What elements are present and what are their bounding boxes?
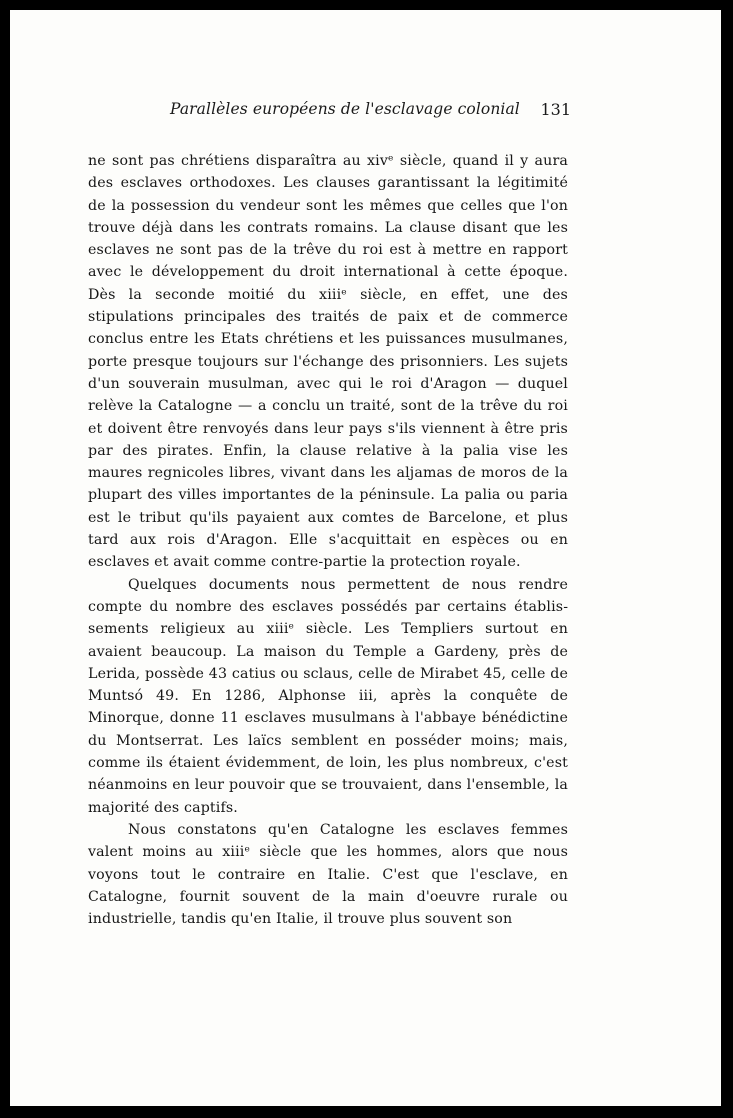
page-number: 131	[540, 100, 571, 119]
paragraph-2: Quelques documents nous permettent de nous rendre compte du nombre des esclaves possédés par certains établissements religieux au xiiiᵉ siècle. Les Templiers surtout en avaient beaucoup. La maison du Temple a Gardeny, près de Lerida, possède 43 catius ou sclaus, celle de Mirabet 45, celle de Muntsó 49. En 1286, Alphonse iii, après la conquête de Minorque, donne 11 esclaves musulmans à l'abbaye bénédictine du Montserrat. Les laïcs semblent en posséder moins; mais, comme ils étaient évidemment, de loin, les plus nombreux, c'est néanmoins en leur pouvoir que se trouvaient, dans l'ensemble, la majorité des captifs.	[88, 576, 568, 816]
running-head	[10, 100, 721, 124]
paragraph-3: Nous constatons qu'en Catalogne les esclaves femmes valent moins au xiiiᵉ siècle que les hommes, alors que nous voyons tout le contraire en Italie. C'est que l'esclave, en Catalogne, fournit souvent de la main d'oeuvre rurale ou industrielle, tandis qu'en Italie, il trouve plus souvent son	[88, 821, 568, 928]
paragraph-1: ne sont pas chrétiens disparaîtra au xivᵉ siècle, quand il y aura des esclaves orthodoxes. Les clauses garantissant la légitimité de la possession du vendeur sont les mêmes que celles que l'on trouve déjà dans les contrats romains. La clause disant que les esclaves ne sont pas de la trêve du roi est à mettre en rapport avec le développement du droit international à cette époque. Dès la seconde moitié du xiiiᵉ siècle, en effet, une des stipulations principales des traités de paix et de commerce conclus entre les Etats chrétiens et les puissances musulmanes, porte presque toujours sur l'échange des prisonniers. Les sujets d'un souverain musulman, avec qui le roi d'Aragon — duquel relève la Catalogne — a conclu un traité, sont de la trêve du roi et doivent être renvoyés dans leur pays s'ils viennent à être pris par des pirates. Enfin, la clause relative à la palia vise les maures regnicoles libres, vivant dans les aljamas de moros de la plupart des villes importantes de la péninsule. La palia ou paria est le tribut qu'ils payaient aux comtes de Barcelone, et plus tard aux rois d'Aragon. Elle s'acquittait en espèces ou en esclaves et avait comme contre-partie la protection royale.	[88, 153, 568, 571]
running-head-title: Parallèles européens de l'esclavage colonial	[170, 100, 520, 118]
body-text	[88, 150, 568, 930]
book-page	[10, 10, 721, 1106]
